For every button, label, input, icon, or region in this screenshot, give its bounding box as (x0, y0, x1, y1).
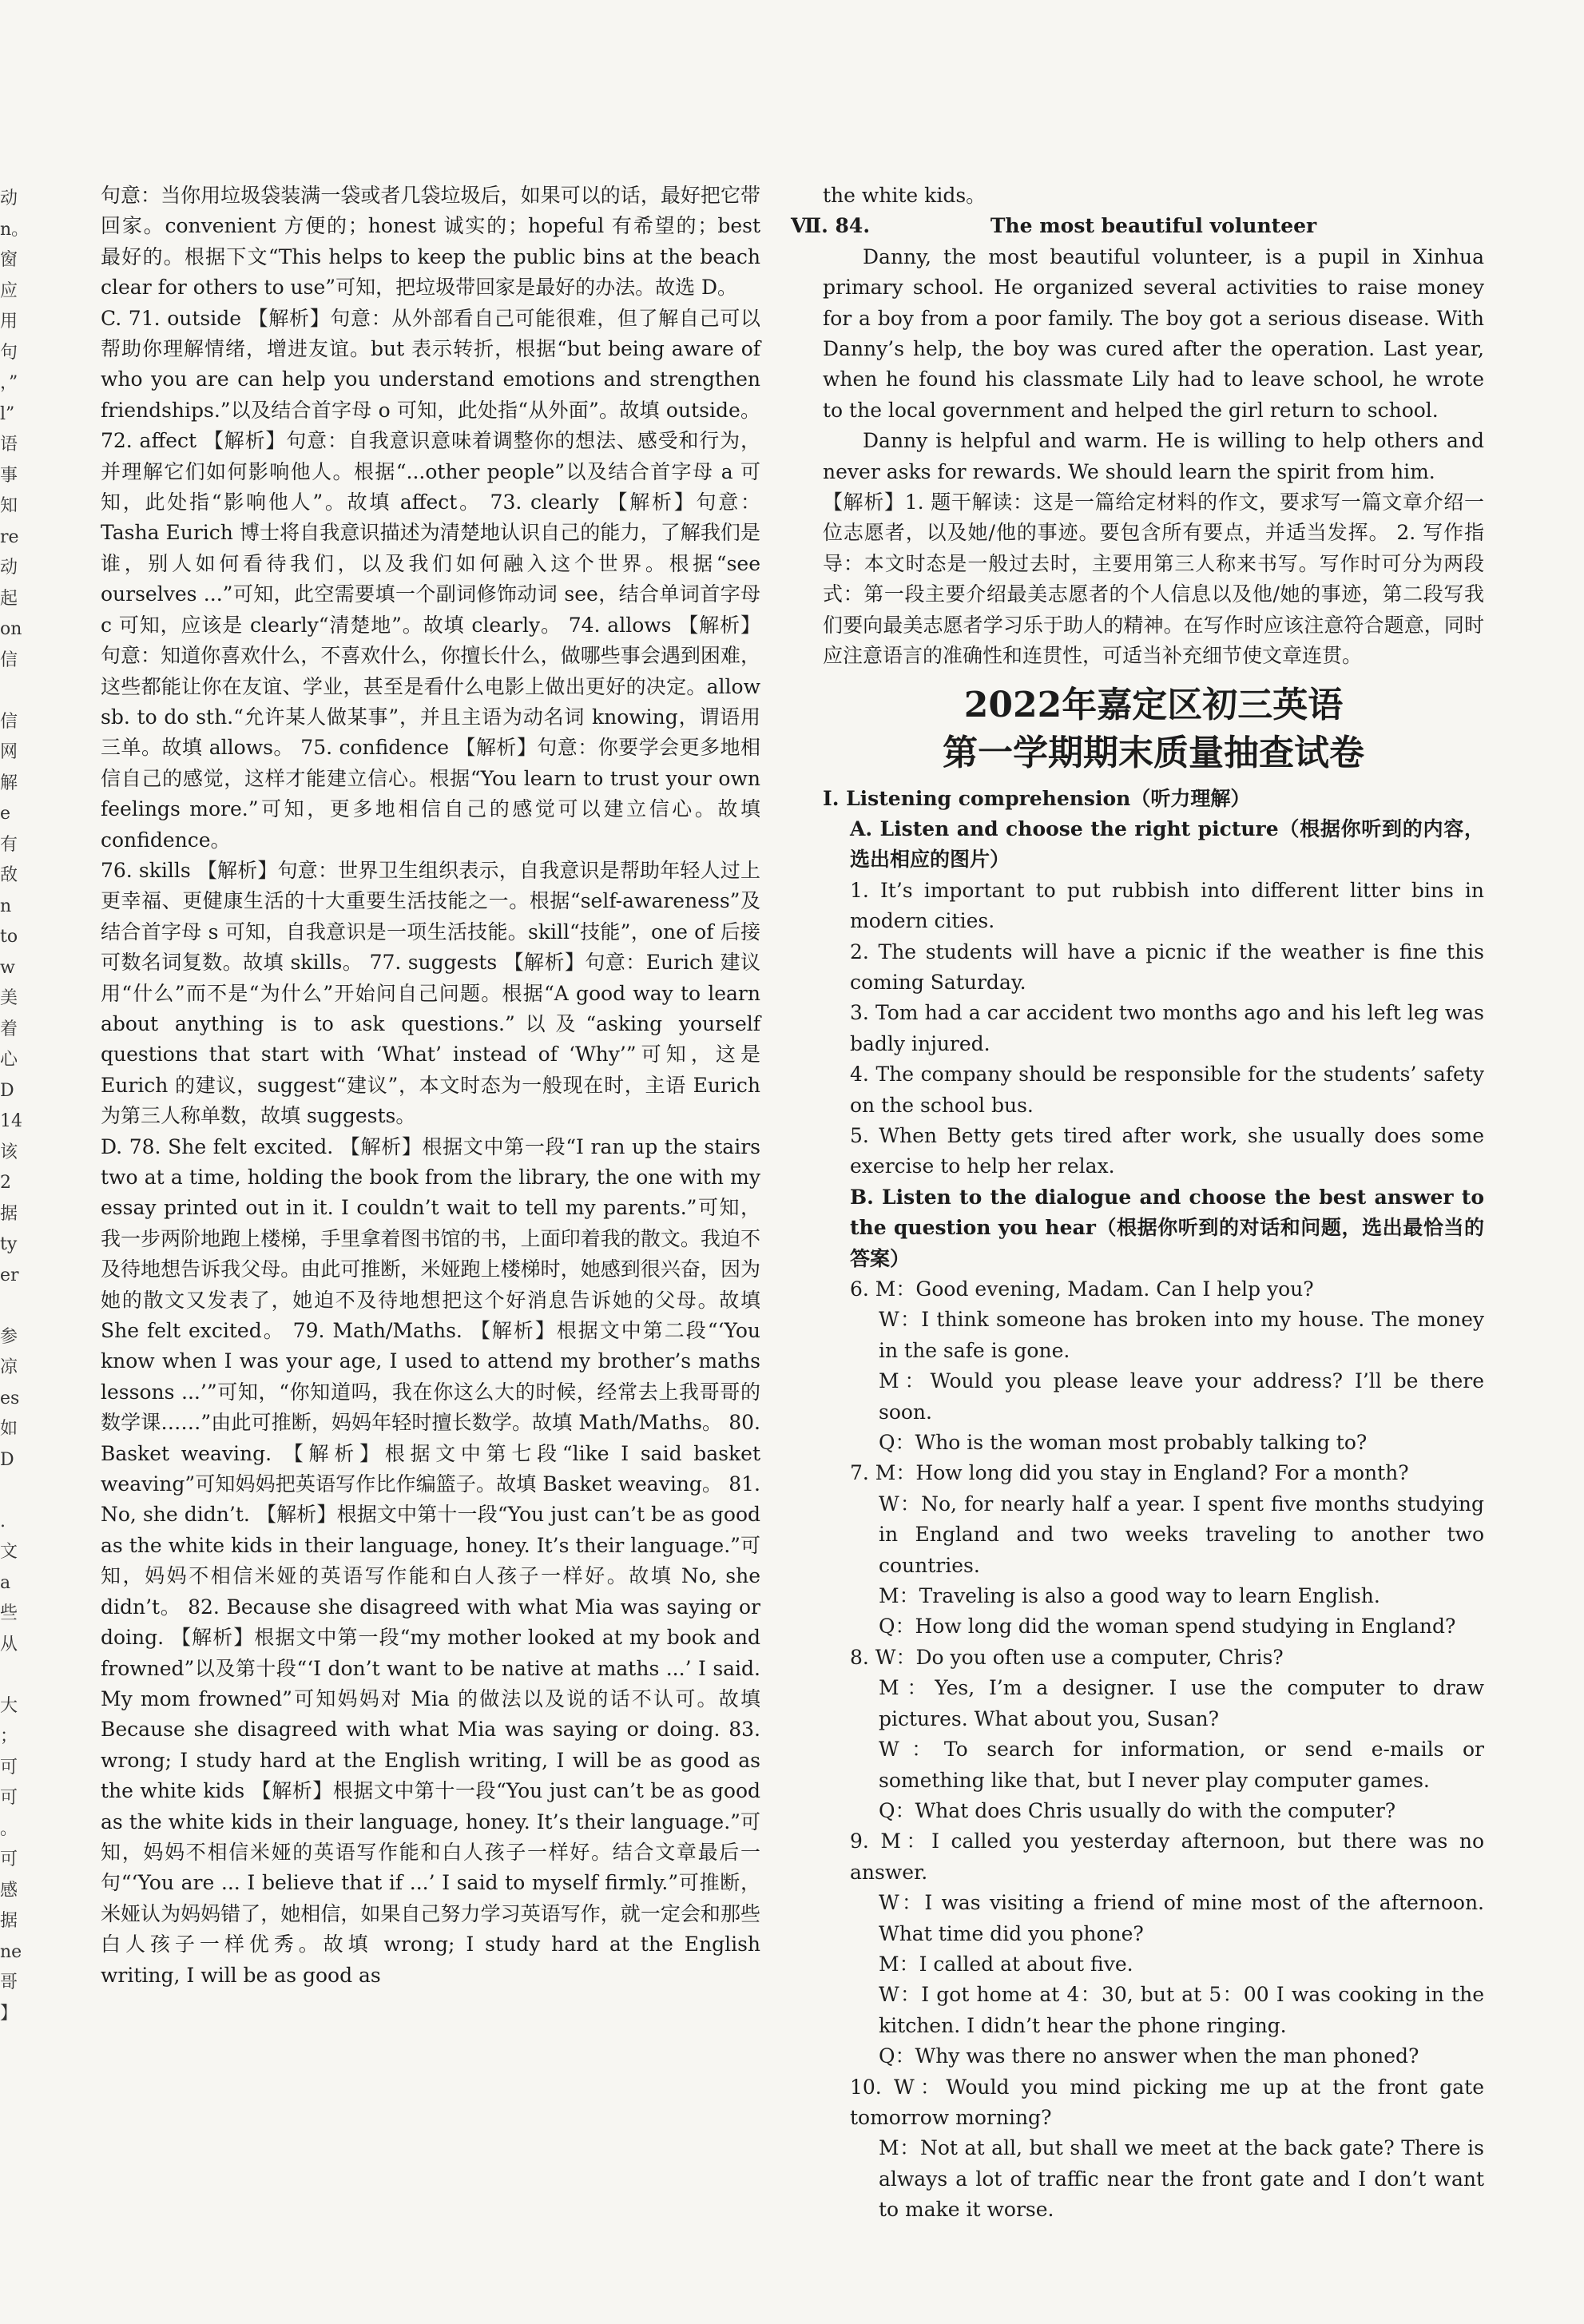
margin-fragment: ； (0, 1726, 18, 1746)
margin-fragment: 美 (0, 988, 18, 1008)
answer-section-c: C. 71. outside 【解析】句意：从外部看自己可能很难，但了解自己可以帮助你理解情绪，增进友谊。but 表示转折，根据“but being aware of who you are can help you understand emotions and strengthen friendships.”以及结合首字母 o 可知，此处指“从外面”。故填 outside。 72. affect 【解析】句意：自我意识意味着调整你的想法、感受和行为，并理解它们如何影响他人。根据“...other people”以及结合首字母 a 可知，此处指“影响他人”。故填 affect。 73. clearly 【解析】句意：Tasha Eurich 博士将自我意识描述为清楚地认识自己的能力，了解我们是谁，别人如何看待我们，以及我们如何融入这个世界。根据“see ourselves ...”可知，此空需要填一个副词修饰动词 see，结合单词首字母 c 可知，应该是 clearly“清楚地”。故填 clearly。 74. allows 【解析】句意：知道你喜欢什么，不喜欢什么，你擅长什么，做哪些事会遇到困难，这些都能让你在友谊、学业，甚至是看什么电影上做出更好的决定。allow sb. to do sth.“允许某人做某事”，并且主语为动名词 knowing，谓语用三单。故填 allows。 75. confidence 【解析】句意：你要学会更多地相信自己的感觉，这样才能建立信心。根据“You learn to trust your own feelings more.”可知，更多地相信自己的感觉可以建立信心。故填 confidence。 (101, 306, 760, 852)
essay-paragraph-1: Danny, the most beautiful volunteer, is a pupil in Xinhua primary school. He organized several activities to raise money for a boy from a poor family. The boy got a serious disease. With Danny’s help, the boy was cured after the operation. Last year, when he found his classmate Lily had to leave school, he wrote to the local government and helped the girl return to school. (823, 244, 1484, 422)
dialogue-line: W：To search for information, or send e-mails or something like that, but I never play computer games. (879, 1738, 1484, 1792)
margin-fragment: 知 (0, 496, 18, 516)
section-listening: Ⅰ. Listening comprehension（听力理解） (823, 786, 1251, 810)
margin-fragment: 从 (0, 1634, 18, 1655)
answer-para-70: 句意：当你用垃圾袋装满一袋或者几袋垃圾后，如果可以的话，最好把它带回家。convenient 方便的；honest 诚实的；hopeful 有希望的；best 最好的。根据下文“This helps to keep the public bins at the beach clear for others to use”可知，把垃圾带回家是最好的办法。故选 D。 (101, 184, 760, 300)
right-column (791, 181, 1484, 2226)
essay-heading-row (791, 211, 1484, 241)
margin-fragment: n。 (0, 219, 30, 240)
exam-title-line-1: 2022年嘉定区初三英语 (963, 684, 1344, 725)
dialogue-start: 9. M：I called you yesterday afternoon, but there was no answer. (850, 1829, 1484, 1884)
listening-item: 5. When Betty gets tired after work, she usually does some exercise to help her relax. (850, 1123, 1484, 1178)
margin-fragment (0, 1476, 19, 1507)
continuation-line: the white kids。 (823, 184, 987, 207)
margin-fragment: re (0, 526, 19, 547)
margin-fragment: 据 (0, 1911, 18, 1931)
margin-fragment: 应 (0, 280, 18, 301)
listening-item: 3. Tom had a car accident two months ago and his left leg was badly injured. (850, 1001, 1484, 1055)
answer-section-d: D. 78. She felt excited. 【解析】根据文中第一段“I ran up the stairs two at a time, holding the book from the library, the one with my essay printed out in it. I couldn’t wait to tell my parents.”可知，我一步两阶地跑上楼梯，手里拿着图书馆的书，上面印着我的散文。我迫不及待地想告诉我父母。由此可推断，米娅跑上楼梯时，她感到很兴奋，因为她的散文又发表了，她迫不及待地想把这个好消息告诉她的父母。故填 She felt excited。 79. Math/Maths. 【解析】根据文中第二段“‘You know when I was your age, I used to attend my brother’s maths lessons ...’”可知，“你知道吗，我在你这么大的时候，经常去上我哥哥的数学课……”由此可推断，妈妈年轻时擅长数学。故填 Math/Maths。 80. Basket weaving. 【解析】根据文中第七段“like I said basket weaving”可知妈妈把英语写作比作编篮子。故填 Basket weaving。 81. No, she didn’t. 【解析】根据文中第十一段“You just can’t be as good as the white kids in their language, honey. It’s their language.”可知，妈妈不相信米娅的英语写作能和白人孩子一样好。故填 No, she didn’t。 82. Because she disagreed with what Mia was saying or doing. 【解析】根据文中第一段“my mother looked at my book and frowned”以及第十段“‘I don’t want to be native at maths ...’ I said. My mom frowned”可知妈妈对 Mia 的做法以及说的话不认可。故填 Because she disagreed with what Mia was saying or doing. 83. wrong; I study hard at the English writing, I will be as good as the white kids 【解析】根据文中第十一段“You just can’t be as good as the white kids in their language, honey. It’s their language.”可知，妈妈不相信米娅的英语写作能和白人孩子一样好。结合文章最后一句“‘You are ... I believe that if ...’ I said to myself firmly.”可推断，米娅认为妈妈错了，她相信，如果自己努力学习英语写作，就一定会和那些白人孩子一样优秀。故填 wrong; I study hard at the English writing, I will be as good as (101, 1134, 760, 1987)
dialogue-line: Q：What does Chris usually do with the computer? (879, 1798, 1396, 1822)
margin-fragment: 些 (0, 1603, 18, 1623)
margin-fragment: 可 (0, 1849, 18, 1869)
dialogue-line: M：Not at all, but shall we meet at the back gate? There is always a lot of traffic near the front gate and I don’t want to make it worse. (879, 2136, 1484, 2222)
margin-fragment: 如 (0, 1419, 18, 1439)
section-a-heading: A. Listen and choose the right picture（根据你听到的内容，选出相应的图片） (850, 816, 1484, 872)
margin-fragment: 感 (0, 1880, 18, 1901)
dialogue-line: M：I called at about five. (879, 1952, 1133, 1976)
margin-fragment: er (0, 1265, 19, 1285)
section-b-heading: B. Listen to the dialogue and choose the best answer to the question you hear（根据你听到的对话和问题，选出最恰当的答案） (850, 1185, 1484, 1270)
margin-fragment: 信 (0, 711, 18, 732)
dialogue-start: 6. M：Good evening, Madam. Can I help you? (850, 1277, 1314, 1301)
margin-fragment: 起 (0, 588, 18, 609)
dialogue-line: W：I was visiting a friend of mine most of the afternoon. What time did you phone? (879, 1891, 1484, 1945)
margin-fragment: 】 (0, 2003, 18, 2024)
answer-section-c-cont: 76. skills 【解析】句意：世界卫生组织表示，自我意识是帮助年轻人过上更幸福、更健康生活的十大重要生活技能之一。根据“self-awareness”及结合首字母 s 可知，自我意识是一项生活技能。skill“技能”，one of 后接可数名词复数。故填 skills。 77. suggests 【解析】句意：Eurich 建议用“什么”而不是“为什么”开始问自己问题。根据“A good way to learn about anything is to ask questions.”以及“asking yourself questions that start with ‘What’ instead of ‘Why’”可知，这是 Eurich 的建议，suggest“建议”，本文时态为一般现在时，主语 Eurich 为第三人称单数，故填 suggests。 (101, 858, 760, 1128)
listening-item: 2. The students will have a picnic if the weather is fine this coming Saturday. (850, 940, 1484, 994)
dialogue-line: M：Yes, I’m a designer. I use the computer to draw pictures. What about you, Susan? (879, 1676, 1484, 1730)
margin-fragment: 大 (0, 1695, 18, 1716)
margin-fragment: 参 (0, 1326, 18, 1347)
margin-fragment: e (0, 804, 11, 824)
margin-fragment: n (0, 896, 12, 916)
dialogue-line: W：I think someone has broken into my house. The money in the safe is gone. (879, 1308, 1484, 1362)
listening-item: 4. The company should be responsible for the students’ safety on the school bus. (850, 1063, 1484, 1117)
margin-fragment: a (0, 1572, 11, 1593)
dialogue-line: W：I got home at 4：30, but at 5：00 I was cooking in the kitchen. I didn’t hear the phone ringing. (879, 1983, 1484, 2037)
margin-fragment: on (0, 619, 22, 639)
margin-fragment: 信 (0, 650, 18, 670)
margin-fragment: 该 (0, 1142, 18, 1162)
margin-fragment: 动 (0, 189, 18, 209)
margin-fragment: 可 (0, 1757, 18, 1778)
margin-fragment: 用 (0, 312, 18, 332)
essay-paragraph-2: Danny is helpful and warm. He is willing to help others and never asks for rewards. We should learn the spirit from him. (823, 429, 1484, 483)
exam-title-line-2: 第一学期期末质量抽查试卷 (943, 732, 1364, 773)
dialogue-start: 7. M：How long did you stay in England? For a month? (850, 1461, 1409, 1485)
dialogue-line: M：Would you please leave your address? I’ll be there soon. (879, 1369, 1484, 1424)
margin-fragment: 解 (0, 773, 18, 793)
margin-fragment: to (0, 927, 18, 947)
left-column (101, 181, 760, 1991)
essay-title: The most beautiful volunteer (990, 214, 1317, 238)
dialogue-line: Q：Why was there no answer when the man phoned? (879, 2044, 1419, 2068)
margin-fragment: 14 (0, 1111, 22, 1131)
margin-fragment: 敌 (0, 865, 18, 885)
margin-fragment: ne (0, 1941, 22, 1962)
margin-fragment: ty (0, 1234, 18, 1254)
essay-analysis: 【解析】1. 题干解读：这是一篇给定材料的作文，要求写一篇文章介绍一位志愿者，以及她/他的事迹。要包含所有要点，并适当发挥。 2. 写作指导：本文时态是一般过去时，主要用第三人称来书写。写作时可分为两段式：第一段主要介绍最美志愿者的个人信息以及他/她的事迹，第二段写我们要向最美志愿者学习乐于助人的精神。在写作时应该注意符合题意，同时应注意语言的准确性和连贯性，可适当补充细节使文章连贯。 (823, 491, 1484, 668)
margin-fragment (0, 676, 19, 707)
margin-fragment: 句 (0, 342, 18, 363)
margin-fragment: 哥 (0, 1972, 18, 1992)
margin-fragment: 有 (0, 834, 18, 855)
margin-fragment: 窗 (0, 250, 18, 270)
margin-fragment: w (0, 957, 15, 978)
question-number: Ⅶ. 84. (791, 214, 871, 238)
margin-fragment: 着 (0, 1019, 18, 1039)
margin-fragment: l” (0, 403, 15, 424)
margin-fragment: 心 (0, 1050, 18, 1070)
margin-fragment: ，” (0, 373, 18, 393)
margin-fragment: 凉 (0, 1357, 18, 1377)
dialogue-start: 10. W：Would you mind picking me up at the front gate tomorrow morning? (850, 2075, 1484, 2129)
margin-fragment: 文 (0, 1542, 18, 1562)
dialogue-line: Q：Who is the woman most probably talking to? (879, 1431, 1368, 1455)
margin-fragment (0, 1660, 19, 1691)
left-margin-fragments (0, 184, 30, 2029)
margin-fragment (0, 1291, 19, 1322)
margin-fragment: 语 (0, 435, 18, 455)
dialogue-start: 8. W：Do you often use a computer, Chris? (850, 1645, 1284, 1669)
margin-fragment: D (0, 1080, 14, 1101)
margin-fragment: D (0, 1449, 14, 1470)
margin-fragment: 可 (0, 1788, 18, 1808)
dialogue-line: Q：How long did the woman spend studying in England? (879, 1615, 1456, 1639)
dialogue-line: M：Traveling is also a good way to learn English. (879, 1584, 1380, 1608)
margin-fragment: . (0, 1511, 6, 1531)
listening-item: 1. It’s important to put rubbish into different litter bins in modern cities. (850, 878, 1484, 933)
section-a-items (823, 876, 1484, 1182)
section-b-dialogues (823, 1274, 1484, 2226)
margin-fragment: 2 (0, 1173, 11, 1193)
margin-fragment: 网 (0, 742, 18, 762)
margin-fragment: es (0, 1388, 20, 1408)
margin-fragment: 。 (0, 1818, 18, 1839)
margin-fragment: 据 (0, 1203, 18, 1224)
dialogue-line: W：No, for nearly half a year. I spent five months studying in England and two weeks traveling to another two countries. (879, 1492, 1484, 1577)
margin-fragment: 动 (0, 558, 18, 578)
margin-fragment: 事 (0, 465, 18, 486)
